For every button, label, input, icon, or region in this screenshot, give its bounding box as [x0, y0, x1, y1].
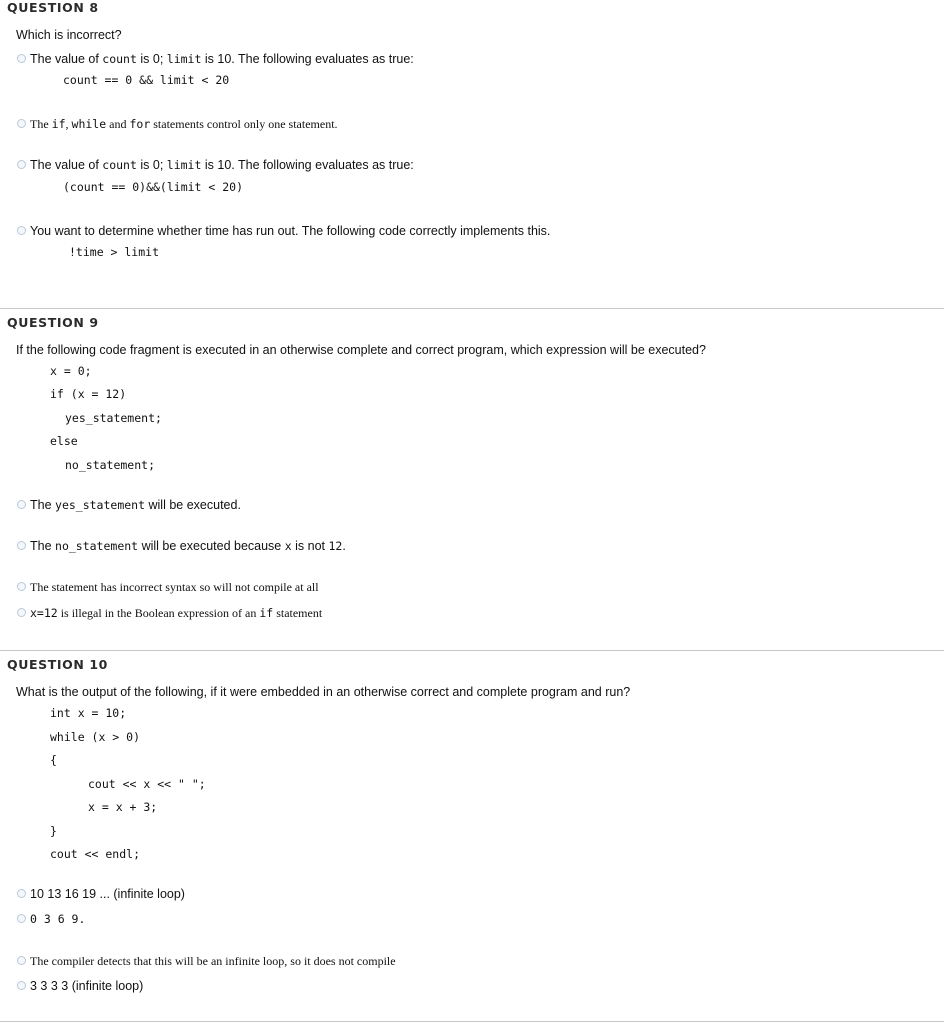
q9-option-b-radio[interactable]	[17, 541, 26, 550]
q9-option-d-radio[interactable]	[17, 608, 26, 617]
q9-code-line: yes_statement;	[65, 411, 162, 425]
question-10-header: QUESTION 10	[0, 650, 944, 672]
q8-option-a-text: The value of count is 0; limit is 10. The following evaluates as true:	[30, 52, 414, 66]
q10-code-line: {	[50, 753, 57, 767]
q8-option-b-text: The if, while and for statements control only one statement.	[30, 117, 338, 131]
q8-option-b-radio[interactable]	[17, 119, 26, 128]
q10-code-line: cout << endl;	[50, 847, 141, 861]
q10-code-line: int x = 10;	[50, 706, 127, 720]
q8-option-c-code: (count == 0)&&(limit < 20)	[63, 180, 244, 194]
q9-option-c-text: The statement has incorrect syntax so will not compile at all	[30, 580, 319, 594]
q10-option-d-radio[interactable]	[17, 981, 26, 990]
q10-code-line: while (x > 0)	[50, 730, 141, 744]
q10-option-a-radio[interactable]	[17, 889, 26, 898]
q10-option-b-text: 0 3 6 9.	[30, 912, 86, 926]
q8-option-d-text: You want to determine whether time has run out. The following code correctly implements this.	[30, 224, 551, 238]
q9-code-line: x = 0;	[50, 364, 92, 378]
question-9-header: QUESTION 9	[0, 308, 944, 330]
q10-option-a-text: 10 13 16 19 ... (infinite loop)	[30, 887, 185, 901]
q9-option-a-radio[interactable]	[17, 500, 26, 509]
question-8-prompt: Which is incorrect?	[16, 28, 122, 42]
q10-code-line: }	[50, 824, 57, 838]
q9-code-line: no_statement;	[65, 458, 156, 472]
q9-option-d-text: x=12 is illegal in the Boolean expression of an if statement	[30, 606, 323, 620]
q9-option-a-text: The yes_statement will be executed.	[30, 498, 241, 512]
q8-option-a-radio[interactable]	[17, 54, 26, 63]
q8-option-d-code: !time > limit	[69, 245, 160, 259]
question-8-header: QUESTION 8	[7, 0, 99, 15]
q8-option-c-radio[interactable]	[17, 160, 26, 169]
q9-option-c-radio[interactable]	[17, 582, 26, 591]
q9-code-line: if (x = 12)	[50, 387, 127, 401]
question-9-prompt: If the following code fragment is executed in an otherwise complete and correct program, which expression will be executed?	[16, 343, 706, 357]
q10-option-c-text: The compiler detects that this will be an infinite loop, so it does not compile	[30, 954, 396, 968]
q10-code-line: cout << x << " ";	[88, 777, 206, 791]
q9-option-b-text: The no_statement will be executed because x is not 12.	[30, 539, 346, 553]
q8-option-a-code: count == 0 && limit < 20	[63, 73, 230, 87]
question-10-prompt: What is the output of the following, if it were embedded in an otherwise correct and complete program and run?	[16, 685, 631, 699]
q9-code-line: else	[50, 434, 78, 448]
q10-option-d-text: 3 3 3 3 (infinite loop)	[30, 979, 144, 993]
bottom-divider	[0, 1021, 944, 1022]
q8-option-c-text: The value of count is 0; limit is 10. The following evaluates as true:	[30, 158, 414, 172]
q10-option-c-radio[interactable]	[17, 956, 26, 965]
q8-option-d-radio[interactable]	[17, 226, 26, 235]
q10-code-line: x = x + 3;	[88, 800, 158, 814]
q10-option-b-radio[interactable]	[17, 914, 26, 923]
